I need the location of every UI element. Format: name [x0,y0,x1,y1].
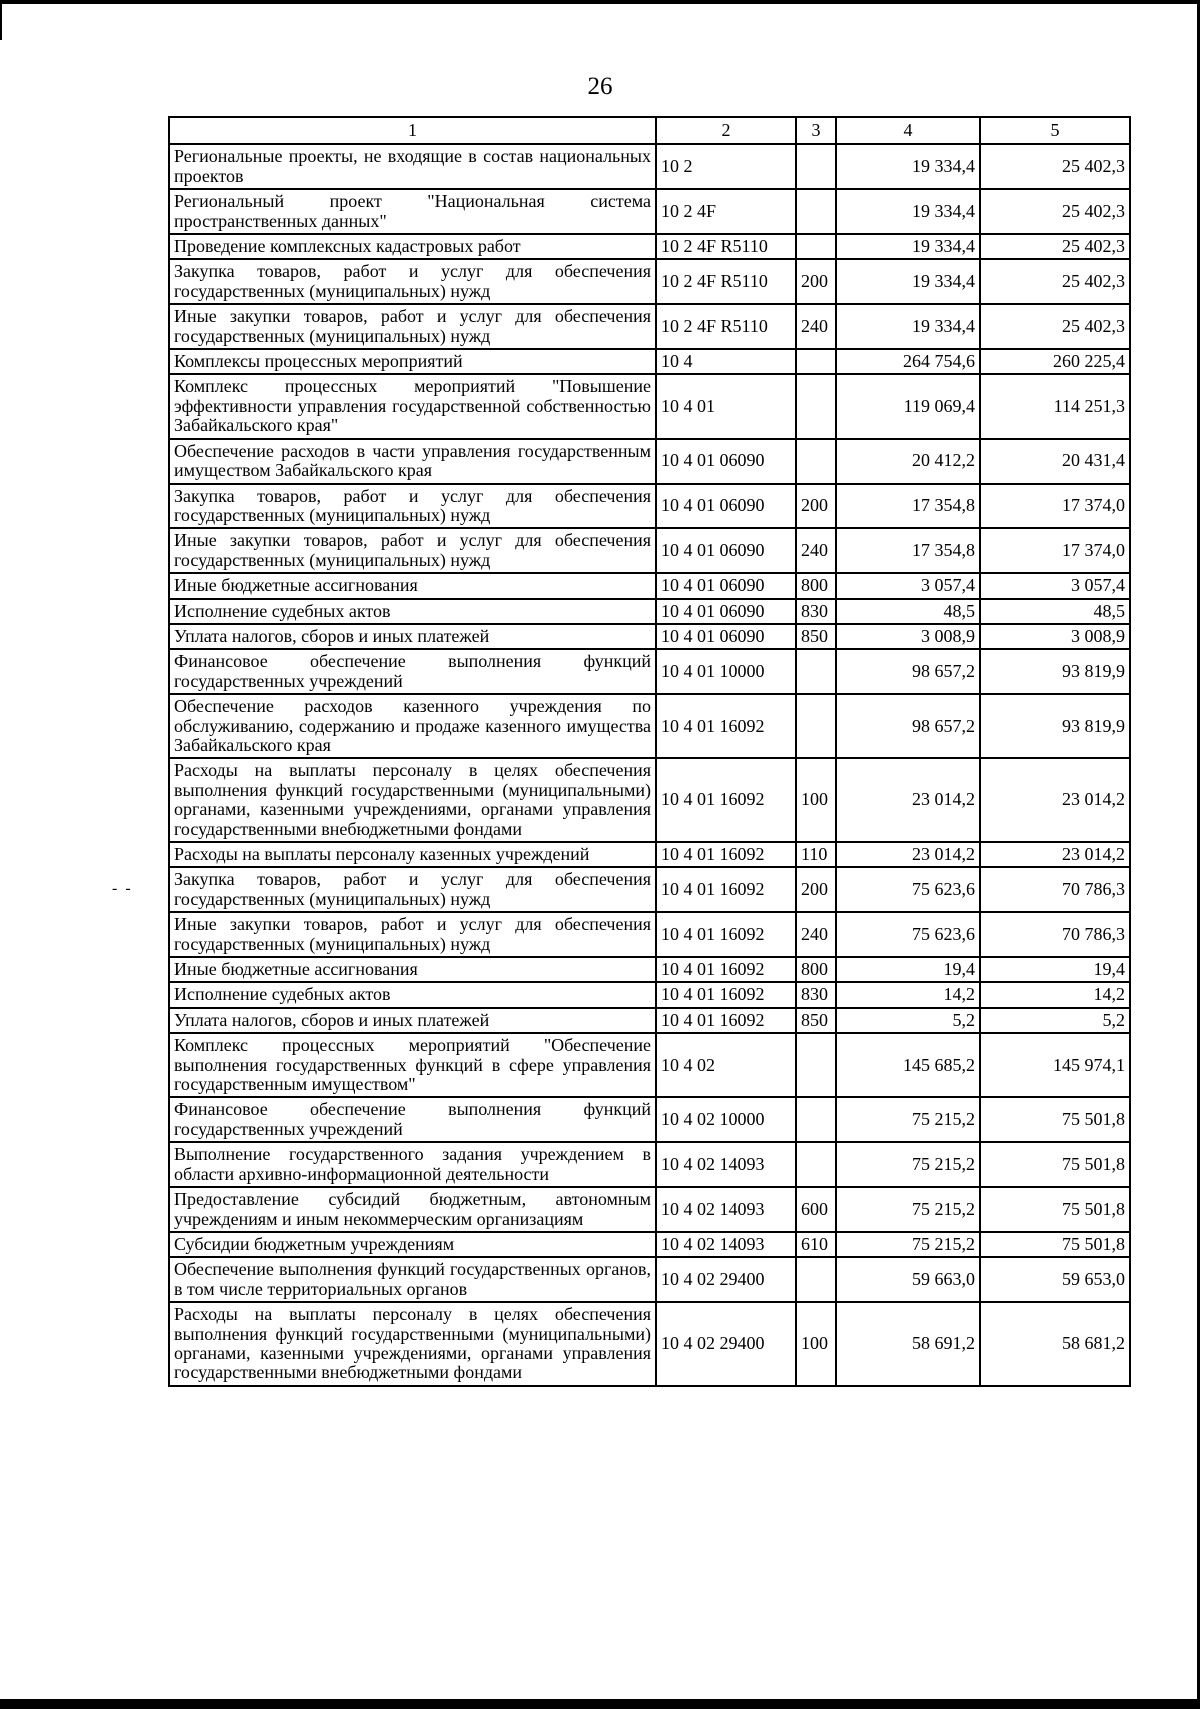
expense-type-cell [796,1257,836,1302]
table-row [169,599,1130,624]
target-code-cell: 10 2 4F R5110 [656,234,796,259]
expense-type-cell: 100 [796,1302,836,1386]
target-code-cell: 10 4 01 06090 [656,528,796,573]
target-code-cell: 10 4 01 16092 [656,694,796,758]
table-row [169,1232,1130,1257]
amount-col5-cell: 260 225,4 [980,349,1130,374]
table-row [169,1187,1130,1232]
amount-col5-cell: 3 008,9 [980,624,1130,649]
target-code-cell: 10 4 [656,349,796,374]
amount-col4-cell: 19 334,4 [836,304,980,349]
target-code-cell: 10 4 01 16092 [656,758,796,842]
expense-type-cell [796,694,836,758]
expense-type-cell: 110 [796,842,836,867]
amount-col5-cell: 75 501,8 [980,1232,1130,1257]
target-code-cell: 10 4 01 06090 [656,624,796,649]
expense-name-cell: Расходы на выплаты персоналу казенных учреждений [169,842,656,867]
expense-name-cell: Обеспечение выполнения функций государственных органов, в том числе территориальных органов [169,1257,656,1302]
table-row [169,189,1130,234]
amount-col5-cell: 17 374,0 [980,484,1130,529]
expense-type-cell: 830 [796,599,836,624]
amount-col4-cell: 145 685,2 [836,1033,980,1097]
expense-type-cell [796,1033,836,1097]
target-code-cell: 10 4 01 06090 [656,484,796,529]
expense-name-cell: Обеспечение расходов в части управления государственным имуществом Забайкальского края [169,439,656,484]
expense-name-cell: Исполнение судебных актов [169,599,656,624]
amount-col5-cell: 17 374,0 [980,528,1130,573]
amount-col4-cell: 3 057,4 [836,573,980,598]
header-row [169,117,1130,144]
table-row [169,374,1130,438]
header-cell-5: 5 [980,117,1130,144]
amount-col4-cell: 19 334,4 [836,259,980,304]
expense-name-cell: Закупка товаров, работ и услуг для обеспечения государственных (муниципальных) нужд [169,484,656,529]
table-row [169,912,1130,957]
expense-type-cell: 850 [796,624,836,649]
amount-col4-cell: 5,2 [836,1008,980,1033]
amount-col5-cell: 75 501,8 [980,1187,1130,1232]
table-row [169,234,1130,259]
target-code-cell: 10 4 01 16092 [656,842,796,867]
amount-col5-cell: 14,2 [980,982,1130,1007]
target-code-cell: 10 4 02 10000 [656,1097,796,1142]
amount-col5-cell: 48,5 [980,599,1130,624]
expense-name-cell: Уплата налогов, сборов и иных платежей [169,1008,656,1033]
amount-col5-cell: 20 431,4 [980,439,1130,484]
target-code-cell: 10 4 01 06090 [656,439,796,484]
expense-type-cell [796,649,836,694]
expense-name-cell: Региональный проект "Национальная система пространственных данных" [169,189,656,234]
target-code-cell: 10 4 01 16092 [656,1008,796,1033]
amount-col4-cell: 98 657,2 [836,649,980,694]
expense-name-cell: Комплекс процессных мероприятий "Повышение эффективности управления государственной собственностью Забайкальского края" [169,374,656,438]
amount-col5-cell: 93 819,9 [980,649,1130,694]
amount-col5-cell: 25 402,3 [980,304,1130,349]
page-number: 26 [587,73,613,100]
amount-col5-cell: 23 014,2 [980,758,1130,842]
table-row [169,1033,1130,1097]
amount-col4-cell: 14,2 [836,982,980,1007]
expense-type-cell [796,374,836,438]
expense-name-cell: Закупка товаров, работ и услуг для обеспечения государственных (муниципальных) нужд [169,867,656,912]
table-row [169,144,1130,189]
table-row [169,484,1130,529]
target-code-cell: 10 4 02 [656,1033,796,1097]
amount-col5-cell: 25 402,3 [980,144,1130,189]
target-code-cell: 10 4 02 14093 [656,1232,796,1257]
target-code-cell: 10 4 01 16092 [656,867,796,912]
header-cell-1: 1 [169,117,656,144]
target-code-cell: 10 2 [656,144,796,189]
amount-col4-cell: 20 412,2 [836,439,980,484]
amount-col5-cell: 5,2 [980,1008,1130,1033]
expense-name-cell: Выполнение государственного задания учреждением в области архивно-информационной деятельности [169,1142,656,1187]
table-row [169,842,1130,867]
amount-col4-cell: 19 334,4 [836,234,980,259]
budget-table [168,116,1131,1387]
amount-col5-cell: 145 974,1 [980,1033,1130,1097]
amount-col4-cell: 48,5 [836,599,980,624]
table-row [169,867,1130,912]
amount-col5-cell: 19,4 [980,957,1130,982]
amount-col4-cell: 264 754,6 [836,349,980,374]
amount-col5-cell: 3 057,4 [980,573,1130,598]
target-code-cell: 10 4 02 14093 [656,1142,796,1187]
amount-col5-cell: 114 251,3 [980,374,1130,438]
amount-col4-cell: 75 215,2 [836,1097,980,1142]
expense-type-cell [796,144,836,189]
amount-col4-cell: 19 334,4 [836,189,980,234]
table-row [169,259,1130,304]
expense-type-cell [796,1097,836,1142]
table-row [169,649,1130,694]
expense-type-cell: 240 [796,912,836,957]
expense-type-cell [796,349,836,374]
header-cell-3: 3 [796,117,836,144]
table-row [169,957,1130,982]
target-code-cell: 10 4 02 29400 [656,1302,796,1386]
amount-col4-cell: 19,4 [836,957,980,982]
table-row [169,1142,1130,1187]
expense-type-cell: 610 [796,1232,836,1257]
amount-col4-cell: 75 215,2 [836,1142,980,1187]
target-code-cell: 10 4 01 06090 [656,573,796,598]
amount-col4-cell: 3 008,9 [836,624,980,649]
target-code-cell: 10 4 01 [656,374,796,438]
margin-mark: - - [112,880,133,897]
table-row [169,1302,1130,1386]
amount-col5-cell: 25 402,3 [980,234,1130,259]
amount-col5-cell: 70 786,3 [980,867,1130,912]
expense-type-cell: 200 [796,484,836,529]
amount-col4-cell: 75 215,2 [836,1187,980,1232]
table-row [169,528,1130,573]
expense-type-cell: 850 [796,1008,836,1033]
expense-name-cell: Расходы на выплаты персоналу в целях обеспечения выполнения функций государственными (муниципальными) органами, казенными учреждениями, органами управления государственными внебюджетными фондами [169,1302,656,1386]
scan-border-bottom [0,1699,1200,1709]
expense-name-cell: Обеспечение расходов казенного учреждения по обслуживанию, содержанию и продаже казенного имущества Забайкальского края [169,694,656,758]
expense-name-cell: Иные закупки товаров, работ и услуг для обеспечения государственных (муниципальных) нужд [169,304,656,349]
expense-name-cell: Предоставление субсидий бюджетным, автономным учреждениям и иным некоммерческим организациям [169,1187,656,1232]
target-code-cell: 10 4 02 14093 [656,1187,796,1232]
expense-name-cell: Иные бюджетные ассигнования [169,573,656,598]
expense-name-cell: Исполнение судебных актов [169,982,656,1007]
target-code-cell: 10 2 4F R5110 [656,304,796,349]
amount-col5-cell: 75 501,8 [980,1097,1130,1142]
expense-name-cell: Расходы на выплаты персоналу в целях обеспечения выполнения функций государственными (муниципальными) органами, казенными учреждениями, органами управления государственными внебюджетными фондами [169,758,656,842]
header-cell-4: 4 [836,117,980,144]
amount-col4-cell: 17 354,8 [836,484,980,529]
target-code-cell: 10 4 01 06090 [656,599,796,624]
target-code-cell: 10 4 01 16092 [656,912,796,957]
expense-name-cell: Комплексы процессных мероприятий [169,349,656,374]
expense-type-cell [796,439,836,484]
amount-col4-cell: 19 334,4 [836,144,980,189]
expense-name-cell: Финансовое обеспечение выполнения функций государственных учреждений [169,649,656,694]
table-row [169,758,1130,842]
header-cell-2: 2 [656,117,796,144]
expense-type-cell: 800 [796,573,836,598]
expense-name-cell: Проведение комплексных кадастровых работ [169,234,656,259]
expense-name-cell: Закупка товаров, работ и услуг для обеспечения государственных (муниципальных) нужд [169,259,656,304]
expense-name-cell: Субсидии бюджетным учреждениям [169,1232,656,1257]
table-row [169,573,1130,598]
expense-type-cell: 830 [796,982,836,1007]
expense-type-cell: 240 [796,528,836,573]
expense-type-cell: 240 [796,304,836,349]
expense-name-cell: Иные бюджетные ассигнования [169,957,656,982]
amount-col4-cell: 75 215,2 [836,1232,980,1257]
table-row [169,982,1130,1007]
expense-type-cell: 100 [796,758,836,842]
expense-name-cell: Уплата налогов, сборов и иных платежей [169,624,656,649]
expense-name-cell: Комплекс процессных мероприятий "Обеспечение выполнения государственных функций в сфере управления государственным имуществом" [169,1033,656,1097]
expense-type-cell: 800 [796,957,836,982]
target-code-cell: 10 2 4F [656,189,796,234]
amount-col4-cell: 23 014,2 [836,758,980,842]
amount-col5-cell: 25 402,3 [980,259,1130,304]
table-row [169,1008,1130,1033]
table-row [169,304,1130,349]
target-code-cell: 10 4 02 29400 [656,1257,796,1302]
table-row [169,1257,1130,1302]
expense-type-cell: 600 [796,1187,836,1232]
amount-col4-cell: 75 623,6 [836,912,980,957]
target-code-cell: 10 4 01 16092 [656,982,796,1007]
expense-type-cell: 200 [796,259,836,304]
table-row [169,694,1130,758]
amount-col5-cell: 58 681,2 [980,1302,1130,1386]
amount-col4-cell: 58 691,2 [836,1302,980,1386]
amount-col4-cell: 23 014,2 [836,842,980,867]
amount-col5-cell: 75 501,8 [980,1142,1130,1187]
table-row [169,439,1130,484]
expense-type-cell [796,234,836,259]
expense-name-cell: Иные закупки товаров, работ и услуг для обеспечения государственных (муниципальных) нужд [169,528,656,573]
target-code-cell: 10 4 01 10000 [656,649,796,694]
amount-col5-cell: 93 819,9 [980,694,1130,758]
amount-col5-cell: 70 786,3 [980,912,1130,957]
scan-border-left [0,0,2,40]
amount-col4-cell: 75 623,6 [836,867,980,912]
table-row [169,1097,1130,1142]
scan-border-top [0,0,1200,4]
expense-name-cell: Региональные проекты, не входящие в состав национальных проектов [169,144,656,189]
amount-col4-cell: 119 069,4 [836,374,980,438]
target-code-cell: 10 4 01 16092 [656,957,796,982]
expense-type-cell [796,189,836,234]
expense-type-cell: 200 [796,867,836,912]
table-row [169,624,1130,649]
amount-col4-cell: 17 354,8 [836,528,980,573]
amount-col4-cell: 98 657,2 [836,694,980,758]
expense-name-cell: Иные закупки товаров, работ и услуг для обеспечения государственных (муниципальных) нужд [169,912,656,957]
amount-col5-cell: 23 014,2 [980,842,1130,867]
amount-col5-cell: 25 402,3 [980,189,1130,234]
expense-type-cell [796,1142,836,1187]
expense-name-cell: Финансовое обеспечение выполнения функций государственных учреждений [169,1097,656,1142]
amount-col5-cell: 59 653,0 [980,1257,1130,1302]
amount-col4-cell: 59 663,0 [836,1257,980,1302]
table-body [169,117,1130,1386]
table-row [169,349,1130,374]
target-code-cell: 10 2 4F R5110 [656,259,796,304]
